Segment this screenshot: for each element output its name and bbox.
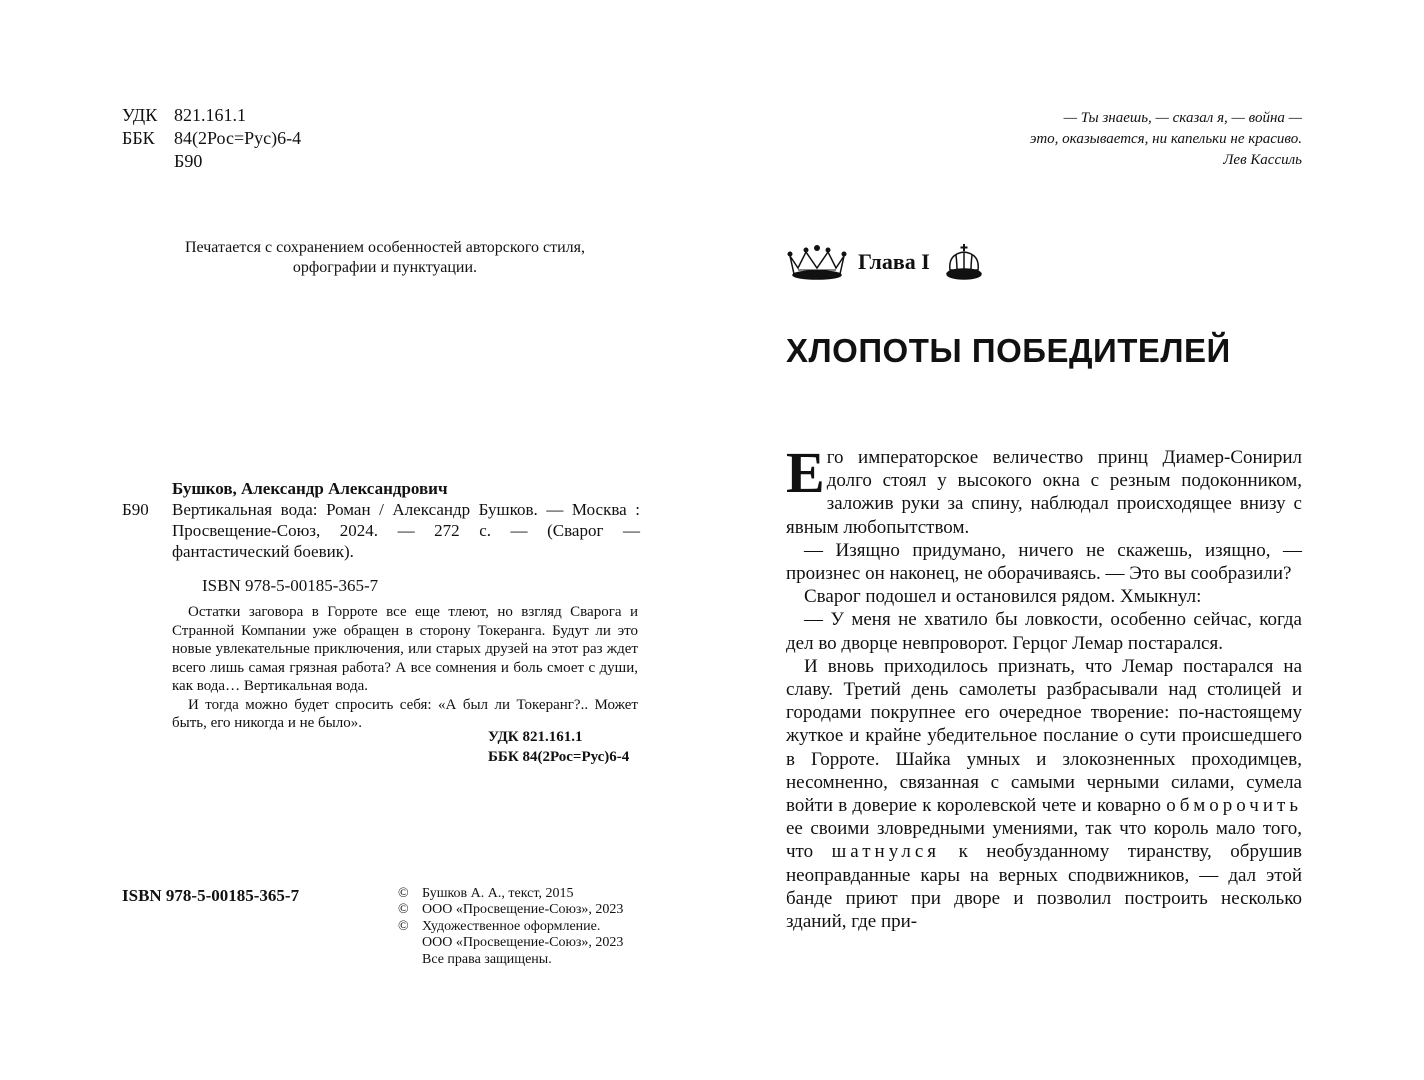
style-notice: Печатается с сохранением особенностей авторского стиля, орфографии и пунктуации. [184, 239, 586, 276]
spaced-word: шатнулся [831, 841, 941, 863]
annotation-paragraph: И тогда можно будет спросить себя: «А был ли Токеранг?.. Может быть, его никогда и не было». [172, 696, 638, 731]
chapter-title: ХЛОПОТЫ ПОБЕДИТЕЛЕЙ [786, 332, 1231, 369]
annotation-codes: УДК 821.161.1 ББК 84(2Рос=Рус)6-4 [488, 729, 630, 765]
card-description: Вертикальная вода: Роман / Александр Бушков. — Москва : Просвещение-Союз, 2024. — 272 с. — (Сварог — фантастический боевик). [172, 500, 640, 561]
body-paragraph: — Изящно придумано, ничего не скажешь, изящно, — произнес он наконец, не оборачиваясь. — Это вы сообразили? [786, 539, 1302, 585]
chapter-heading [786, 240, 986, 284]
card-isbn: ISBN 978-5-00185-365-7 [202, 576, 379, 595]
crown-icon [786, 242, 848, 282]
udk-value: 821.161.1 [174, 105, 246, 125]
catalog-card [122, 478, 642, 596]
body-paragraph: Сварог подошел и остановился рядом. Хмыкнул: [804, 586, 1202, 608]
bbk-label: ББК [122, 128, 155, 148]
udk-label: УДК [122, 105, 158, 125]
bbk-value: 84(2Рос=Рус)6-4 [174, 128, 302, 148]
card-mark: Б90 [122, 500, 149, 519]
crown-icon [942, 240, 986, 284]
epigraph: — Ты знаешь, — сказал я, — война — это, оказывается, ни капельки не красиво. Лев Кассиль [1030, 108, 1302, 171]
annotation [172, 603, 638, 733]
copyrights: © Бушков А. А., текст, 2015 © ООО «Просвещение-Союз», 2023 © Художественное оформление. ООО «Просвещение-Союз», 2023 Все права защищены. [398, 886, 624, 967]
body-paragraph: Его императорское величество принц Диамер-Сонирил долго стоял у высокого окна с резным подоконником, заложив руки за спину, наблюдал происходящее внизу с явным любопытством. [786, 440, 1302, 538]
classification-codes [122, 104, 301, 173]
card-author: Бушков, Александр Александрович [172, 479, 448, 498]
isbn-bottom: ISBN 978-5-00185-365-7 [122, 886, 300, 905]
drop-cap: Е [786, 440, 825, 505]
body-paragraph: — У меня не хватило бы ловкости, особенно сейчас, когда дел во дворце невпроворот. Герцог Лемар постарался. [786, 609, 1302, 654]
chapter-body [786, 440, 1303, 933]
author-mark: Б90 [174, 151, 203, 171]
chapter-label: Глава I [858, 249, 930, 274]
body-paragraph: И вновь приходилось признать, что Лемар постарался на славу. Третий день самолеты разбрасывали над столицей и городами покрупнее его очередное творение: по-настоящему жуткое и крайне убедительное послание о сути происшедшего в Горроте. Шайка умных и злокозненных проходимцев, несомненно, связанная с самыми черными силами, сумела войти в доверие к королевской чете и коварно обморочить ее своими зловредными умениями, так что король мало того, что шатнулся к необузданному тиранству, обрушив неоправданные кары на верных сподвижников, — дал этой банде приют при дворе и позволил построить несколько зданий, где при- [786, 655, 1303, 933]
right-page [712, 0, 1424, 1080]
epigraph-author: Лев Кассиль [1223, 152, 1302, 168]
spaced-word: обморочить [1166, 795, 1303, 817]
annotation-paragraph: Остатки заговора в Горроте все еще тлеют, но взгляд Сварога и Странной Компании уже обращен в сторону Токеранга. Будут ли это новые увлекательные приключения, или старых друзей на этот раз ждет всего лишь самая грязная работа? А все сомнения и боль смоет с души, как вода… Вертикальная вода. [172, 604, 638, 694]
